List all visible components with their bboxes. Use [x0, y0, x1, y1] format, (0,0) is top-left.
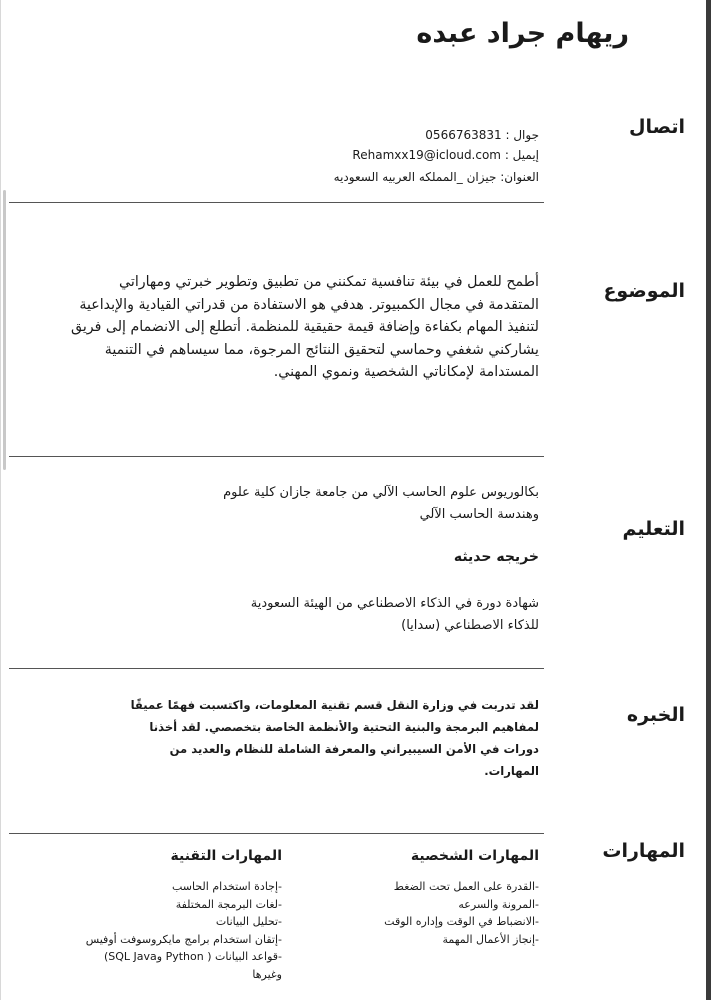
divider	[9, 202, 544, 203]
contact-email: إيميل : Rehamxx19@icloud.com	[352, 148, 539, 162]
section-heading-contact: اتصال	[629, 116, 685, 138]
technical-skills	[72, 848, 282, 984]
education-course: شهادة دورة في الذكاء الاصطناعي من الهيئة السعودية للذكاء الاصطناعي (سدايا)	[250, 596, 539, 633]
list-item: -الانضباط في الوقت وإداره الوقت	[384, 915, 539, 929]
technical-skills-title: المهارات التقنية	[170, 848, 282, 864]
scrollbar[interactable]	[3, 190, 6, 470]
contact-address: العنوان: جيزان _المملكه العربيه السعوديه	[333, 170, 539, 184]
divider	[9, 833, 544, 834]
divider	[9, 456, 544, 457]
section-heading-experience: الخبره	[626, 704, 685, 726]
personal-skills-title: المهارات الشخصية	[410, 848, 539, 864]
section-heading-skills: المهارات	[602, 840, 685, 862]
divider	[9, 668, 544, 669]
section-heading-objective: الموضوع	[603, 280, 685, 302]
list-item: -المرونة والسرعه	[458, 897, 539, 911]
personal-skills-list	[384, 878, 539, 948]
contact-phone: جوال : 0566763831	[425, 128, 539, 142]
technical-skills-list	[72, 878, 282, 984]
list-item: -إجادة استخدام الحاسب	[171, 880, 282, 893]
list-item: -إتقان استخدام برامج مايكروسوفت أوفيس	[85, 932, 282, 946]
list-item: -القدرة على العمل تحت الضغط	[393, 880, 539, 893]
education-degree: بكالوريوس علوم الحاسب الآلي من جامعة جازان كلية علوم وهندسة الحاسب الآلي	[223, 485, 539, 522]
section-heading-education: التعليم	[622, 518, 685, 540]
list-item: -تحليل البيانات	[215, 915, 282, 929]
personal-skills	[384, 848, 539, 948]
window-edge	[706, 0, 711, 1000]
list-item: -لغات البرمجة المختلفة	[175, 897, 282, 911]
list-item: -قواعد البيانات ( Python وSQL Java) وغيرها	[103, 950, 282, 981]
experience-text: لقد تدربت في وزارة النقل قسم تقنية المعلومات، واكتسبت فهمًا عميقًا لمفاهيم البرمجة والبنية التحتية والأنظمة الخاصة بتخصصي. لقد أخذنا دورات في الأمن السيبيراني والمعرفة الشاملة للنظام والعديد من المهارات.	[130, 698, 539, 778]
resume-name: ريهام جراد عبده	[416, 18, 629, 49]
objective-text: أطمح للعمل في بيئة تنافسية تمكنني من تطبيق وتطوير خبرتي ومهاراتي المتقدمة في مجال الكمبيوتر. هدفي هو الاستفادة من قدراتي القيادية والإبداعية لتنفيذ المهام بكفاءة وإضافة قيمة حقيقية للمنظمة. أتطلع إلى الانضمام إلى فريق يشاركني شغفي وحماسي لتحقيق النتائج المرجوة، مما سيساهم في التنمية المستدامة لإمكاناتي الشخصية ونموي المهني.	[70, 274, 539, 380]
education-status: خريجه حديثه	[453, 549, 539, 565]
list-item: -إنجاز الأعمال المهمة	[442, 932, 539, 946]
